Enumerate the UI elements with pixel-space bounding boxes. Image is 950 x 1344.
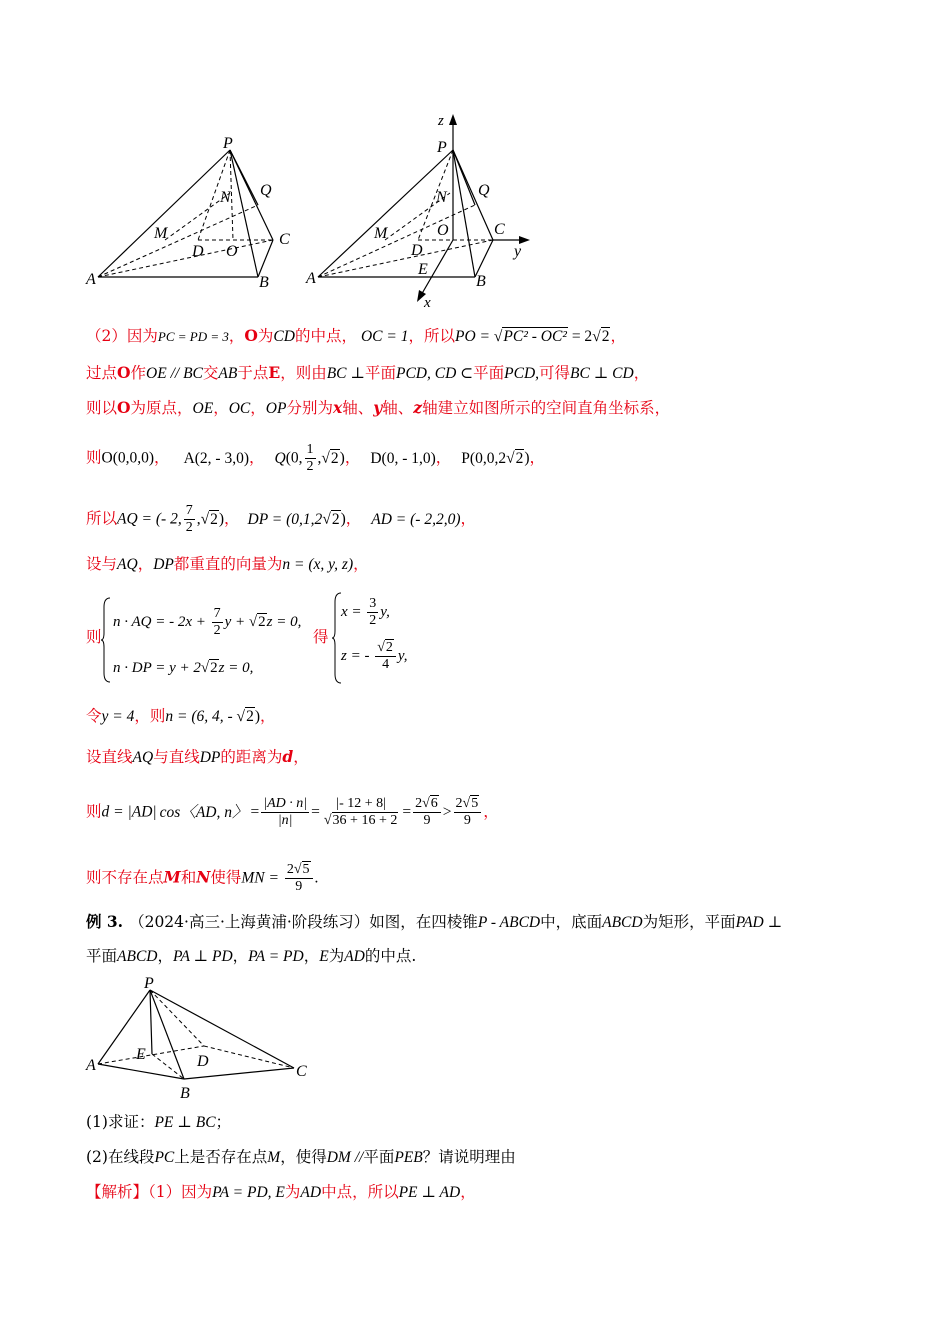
- text: z: [413, 398, 423, 417]
- fraction-numerator: |AD · n|: [263, 796, 308, 811]
- label-N: N: [436, 189, 447, 206]
- math: DP = (0,1,2: [247, 510, 323, 528]
- math: 2: [331, 510, 340, 528]
- math: ,: [317, 449, 322, 467]
- math: z = 0,: [218, 660, 254, 676]
- label-D: D: [192, 243, 204, 260]
- text: 平面: [364, 364, 396, 382]
- math: (0,: [285, 449, 303, 467]
- text: 与直线: [153, 748, 200, 766]
- text: (2)在线段: [86, 1148, 155, 1166]
- math: AD = (- 2,2,0): [371, 510, 461, 528]
- math: PA = PD, E: [212, 1184, 285, 1201]
- math: P(0,0,2: [461, 449, 507, 467]
- text: ；: [215, 1113, 232, 1131]
- text: ，: [460, 509, 477, 528]
- text: 则不存在点: [86, 868, 164, 887]
- text: ，: [293, 748, 309, 766]
- fraction-numerator: 1: [306, 442, 314, 457]
- text: 的中点.: [364, 947, 417, 965]
- math: PCD, CD ⊂: [395, 365, 474, 382]
- system-equation-2: n · DP = y + 2√2z = 0,: [113, 660, 254, 676]
- label-Q: Q: [478, 182, 490, 199]
- math: ABCD: [602, 914, 643, 931]
- text: ，: [250, 399, 266, 417]
- text: 设直线: [86, 748, 133, 766]
- text: ，: [154, 448, 170, 467]
- text: ，: [224, 509, 240, 528]
- math: y = 4: [101, 708, 135, 725]
- math: BC ⊥: [326, 365, 365, 382]
- math: ): [339, 449, 345, 467]
- text: 则以: [86, 399, 118, 417]
- math: PC² - OC²: [503, 328, 567, 345]
- math: = 2: [567, 328, 593, 345]
- system-equation-1: n · AQ = - 2x + $\frac{7}{2}$ y + √2z = 0,: [113, 606, 302, 638]
- text: 于点: [237, 364, 269, 382]
- solution-line-1: （2）因为PC = PD = 3，O为CD的中点， OC = 1，所以PO = √PC² - OC² = 2√2，: [86, 326, 626, 345]
- text: ，: [232, 947, 249, 965]
- math: A(2, - 3,0): [183, 449, 249, 467]
- text: ，则: [134, 707, 166, 725]
- fraction-denominator: 2: [185, 520, 193, 535]
- math: PC: [154, 1149, 175, 1166]
- math: n = (x, y, z): [282, 556, 354, 573]
- text: ，则由: [280, 364, 327, 382]
- label-O: O: [437, 222, 449, 239]
- text: y: [373, 398, 383, 417]
- math: .: [314, 869, 319, 887]
- math: d =: [101, 803, 128, 821]
- text: （2024·高三·上海黄浦·阶段练习）如图，在四棱锥: [129, 913, 478, 931]
- text: 分别为: [286, 399, 333, 417]
- math: MN =: [241, 869, 283, 887]
- text: (1)求证：: [86, 1113, 155, 1131]
- text: 为原点，: [130, 399, 193, 417]
- label-P: P: [223, 135, 233, 152]
- text: ，: [213, 399, 229, 417]
- math: CD: [273, 328, 295, 345]
- math: cos〈AD, n〉: [159, 803, 248, 821]
- math: OE // BC: [146, 365, 203, 382]
- text: ，: [228, 327, 245, 345]
- solution-line-6: [86, 552, 369, 577]
- math: 2: [330, 449, 339, 467]
- text: 可得: [539, 364, 571, 382]
- math: DP: [153, 556, 174, 573]
- text: 中点，所以: [321, 1183, 399, 1201]
- text: 使得: [210, 868, 242, 887]
- math: DP: [199, 749, 221, 766]
- pyramid-figure-1: [80, 130, 300, 295]
- label-C: C: [296, 1063, 307, 1080]
- text: ，: [344, 448, 361, 467]
- fraction-denominator: 2: [213, 623, 221, 638]
- math: AQ: [132, 749, 154, 766]
- math: OC: [228, 400, 251, 417]
- label-N: N: [220, 189, 231, 206]
- text: 都重直的向量为: [173, 555, 283, 573]
- text: 为: [284, 1183, 301, 1201]
- solution-line-7-de: [313, 625, 329, 649]
- fraction-denominator: 9: [423, 813, 431, 828]
- fraction-numerator: 2: [385, 640, 393, 655]
- math: PO =: [455, 328, 494, 345]
- fraction-denominator: 36 + 16 + 2: [332, 813, 398, 828]
- label-M: M: [154, 225, 168, 242]
- math: 2: [455, 796, 463, 811]
- fraction-denominator: 2: [306, 459, 314, 474]
- text: E: [268, 363, 281, 382]
- label-y: y: [514, 243, 522, 260]
- math: OE: [192, 400, 214, 417]
- math: n · DP = y + 2: [113, 660, 201, 676]
- pyramid-figure-3: [84, 972, 324, 1102]
- solution-line-8: 令y = 4，则n = (6, 4, - √2)，: [86, 707, 276, 725]
- math: =: [402, 803, 412, 821]
- fraction-numerator: 3: [369, 596, 377, 611]
- text: ，使得: [280, 1148, 327, 1166]
- math: ): [254, 708, 260, 725]
- text: ，: [157, 947, 173, 965]
- math: AB: [218, 365, 238, 382]
- math: n = (6, 4, -: [165, 708, 237, 725]
- math: z = 0,: [266, 613, 302, 630]
- text: x: [332, 398, 343, 417]
- text: ？请说明理由: [422, 1148, 516, 1166]
- text: ，: [137, 555, 154, 573]
- text: 令: [86, 707, 102, 725]
- label-B: B: [259, 274, 269, 291]
- text: 为: [328, 947, 345, 965]
- label-M: M: [374, 225, 388, 242]
- label-P: P: [437, 139, 447, 156]
- math: n · AQ = - 2x +: [113, 613, 210, 630]
- text: ，: [633, 364, 650, 382]
- math: x =: [341, 603, 366, 620]
- math: 2: [415, 796, 423, 811]
- label-D: D: [197, 1053, 209, 1070]
- text: ，: [353, 555, 369, 573]
- text: 设与: [86, 555, 118, 573]
- fraction-denominator: |n|: [277, 813, 293, 828]
- text: （2）因为: [86, 327, 158, 345]
- math: PC = PD = 3: [157, 329, 229, 344]
- text: 则: [86, 802, 102, 821]
- math: DM //: [326, 1149, 364, 1166]
- label-E: E: [418, 261, 428, 278]
- text: N: [196, 867, 211, 887]
- solution-line-3: [86, 396, 670, 421]
- text: 【解析】（1）因为: [86, 1183, 213, 1201]
- math: ): [524, 449, 530, 467]
- label-A: A: [86, 271, 96, 288]
- text: 和: [180, 868, 197, 887]
- label-D: D: [411, 242, 423, 259]
- text: 则: [86, 448, 102, 467]
- label-C: C: [494, 221, 505, 238]
- math: PEB: [394, 1149, 423, 1166]
- solution-line-5: 所以AQ = (- 2, $\frac{7}{2}$ ,√2)， DP = (0,1,2√2)， AD = (- 2,2,0)，: [86, 503, 477, 535]
- math: |AD|: [127, 803, 157, 821]
- math: >: [442, 803, 452, 821]
- text: 的距离为: [220, 748, 283, 766]
- fraction-denominator: 4: [382, 657, 390, 672]
- label-z: z: [438, 113, 444, 129]
- question-1: [86, 1110, 231, 1135]
- text: 轴建立如图所示的空间直角坐标系，: [422, 399, 671, 417]
- fraction-denominator: 2: [369, 613, 377, 628]
- text: 上是否存在点: [174, 1148, 268, 1166]
- fraction-denominator: 9: [463, 813, 471, 828]
- label-x: x: [424, 295, 431, 310]
- text: 则: [86, 628, 102, 646]
- result-equation-2: z = - $\frac{√2}{4}$ y,: [341, 640, 408, 672]
- math: y,: [397, 647, 408, 664]
- text: O: [244, 326, 258, 345]
- math: 2: [286, 862, 294, 877]
- text: 所以: [86, 509, 118, 528]
- math: BC ⊥ CD: [570, 365, 634, 382]
- math: 5: [471, 796, 479, 811]
- math: 2: [601, 328, 610, 345]
- pyramid-figure-2-with-axes: [300, 110, 540, 310]
- text: O: [117, 398, 131, 417]
- example-label: 例 3.: [86, 912, 124, 931]
- text: ，: [345, 509, 362, 528]
- math: 2: [258, 613, 266, 630]
- math: z = -: [341, 647, 374, 664]
- math: ,: [196, 510, 201, 528]
- text: ，: [435, 448, 452, 467]
- example-3-line-2: [86, 944, 416, 969]
- math: 2: [210, 660, 218, 676]
- math: ): [340, 510, 346, 528]
- fraction-numerator: |- 12 + 8|: [336, 796, 386, 811]
- math: 2: [246, 708, 254, 725]
- math: y,: [380, 603, 390, 620]
- math: AQ = (- 2,: [117, 510, 182, 528]
- text: ，: [303, 947, 320, 965]
- label-A: A: [306, 270, 316, 287]
- math: PAD ⊥: [735, 914, 783, 931]
- label-B: B: [476, 273, 486, 290]
- text: 过点: [86, 364, 118, 382]
- result-equation-1: [341, 596, 390, 629]
- solution-line-7-label: [86, 625, 102, 649]
- fraction-denominator: 9: [295, 879, 303, 894]
- solution-line-10: 则d = |AD| cos〈AD, n〉 = $\frac{|AD \cdot n|}{|n|}$ = $\frac{|- 12 + 8|}{√36 + 16 + 2}$ = $\frac{2√6}{9}$ > $\frac{2√5}{9}$ ，: [86, 796, 499, 828]
- label-A: A: [86, 1057, 96, 1074]
- text: ，: [610, 327, 626, 345]
- label-B: B: [180, 1085, 190, 1102]
- math: 2: [515, 449, 524, 467]
- text: 作: [130, 364, 147, 382]
- math: PCD,: [504, 365, 540, 382]
- text: ，: [529, 448, 546, 467]
- math: P - ABCD: [477, 914, 541, 931]
- text: ，所以: [408, 327, 455, 345]
- solution-line-2: [86, 361, 649, 386]
- math: ABCD: [117, 948, 158, 965]
- math: PA = PD: [248, 948, 304, 965]
- label-O: O: [226, 243, 238, 260]
- math: O(0,0,0): [101, 449, 155, 467]
- math: Q: [274, 449, 286, 467]
- text: 的中点，: [294, 327, 357, 345]
- solution-line-9: [86, 745, 309, 770]
- example-3-line-1: [86, 910, 782, 935]
- analysis-line: [86, 1180, 476, 1205]
- math: =: [311, 803, 320, 821]
- label-C: C: [279, 231, 290, 248]
- math: AD: [300, 1184, 322, 1201]
- solution-line-4: 则O(0,0,0)， A(2, - 3,0)， Q(0, $\frac{1}{2}$ ,√2)， D(0, - 1,0)， P(0,0,2√2)，: [86, 442, 546, 474]
- solution-line-11: 则不存在点M和N使得MN = $\frac{2√5}{9}$ .: [86, 862, 319, 894]
- text: ，: [483, 802, 499, 821]
- math: =: [250, 803, 260, 821]
- math: D(0, - 1,0): [370, 449, 436, 467]
- text: d: [282, 747, 294, 766]
- text: 得: [313, 628, 329, 646]
- math: ): [218, 510, 225, 528]
- math: M: [267, 1149, 281, 1166]
- text: O: [117, 363, 131, 382]
- fraction-numerator: 7: [213, 606, 221, 621]
- fraction-numerator: 7: [185, 503, 193, 518]
- math: PA ⊥ PD: [173, 948, 233, 965]
- math: 5: [302, 862, 310, 877]
- math: PE ⊥ BC: [154, 1114, 216, 1131]
- math: AQ: [117, 556, 138, 573]
- text: 轴、: [342, 399, 374, 417]
- text: 交: [202, 364, 219, 382]
- question-2: [86, 1145, 516, 1170]
- text: 为: [257, 327, 274, 345]
- math: AD: [344, 948, 365, 965]
- left-brace: [101, 597, 111, 683]
- text: 平面: [363, 1148, 395, 1166]
- label-Q: Q: [260, 182, 272, 199]
- text: ，: [259, 707, 276, 725]
- math: y +: [224, 613, 249, 630]
- text: M: [163, 867, 181, 887]
- math: E: [319, 948, 329, 965]
- math: 2: [210, 510, 218, 528]
- math: OC = 1: [360, 328, 409, 345]
- text: 轴、: [382, 399, 414, 417]
- text: ，: [249, 448, 265, 467]
- math: PE ⊥ AD: [398, 1184, 461, 1201]
- label-E: E: [136, 1046, 146, 1063]
- text: 平面: [86, 947, 118, 965]
- label-P: P: [144, 975, 154, 992]
- text: 中，底面: [540, 913, 603, 931]
- math: 6: [430, 796, 438, 811]
- math: OP: [265, 400, 287, 417]
- text: 平面: [473, 364, 505, 382]
- text: 为矩形，平面: [642, 913, 736, 931]
- text: ，: [460, 1183, 476, 1201]
